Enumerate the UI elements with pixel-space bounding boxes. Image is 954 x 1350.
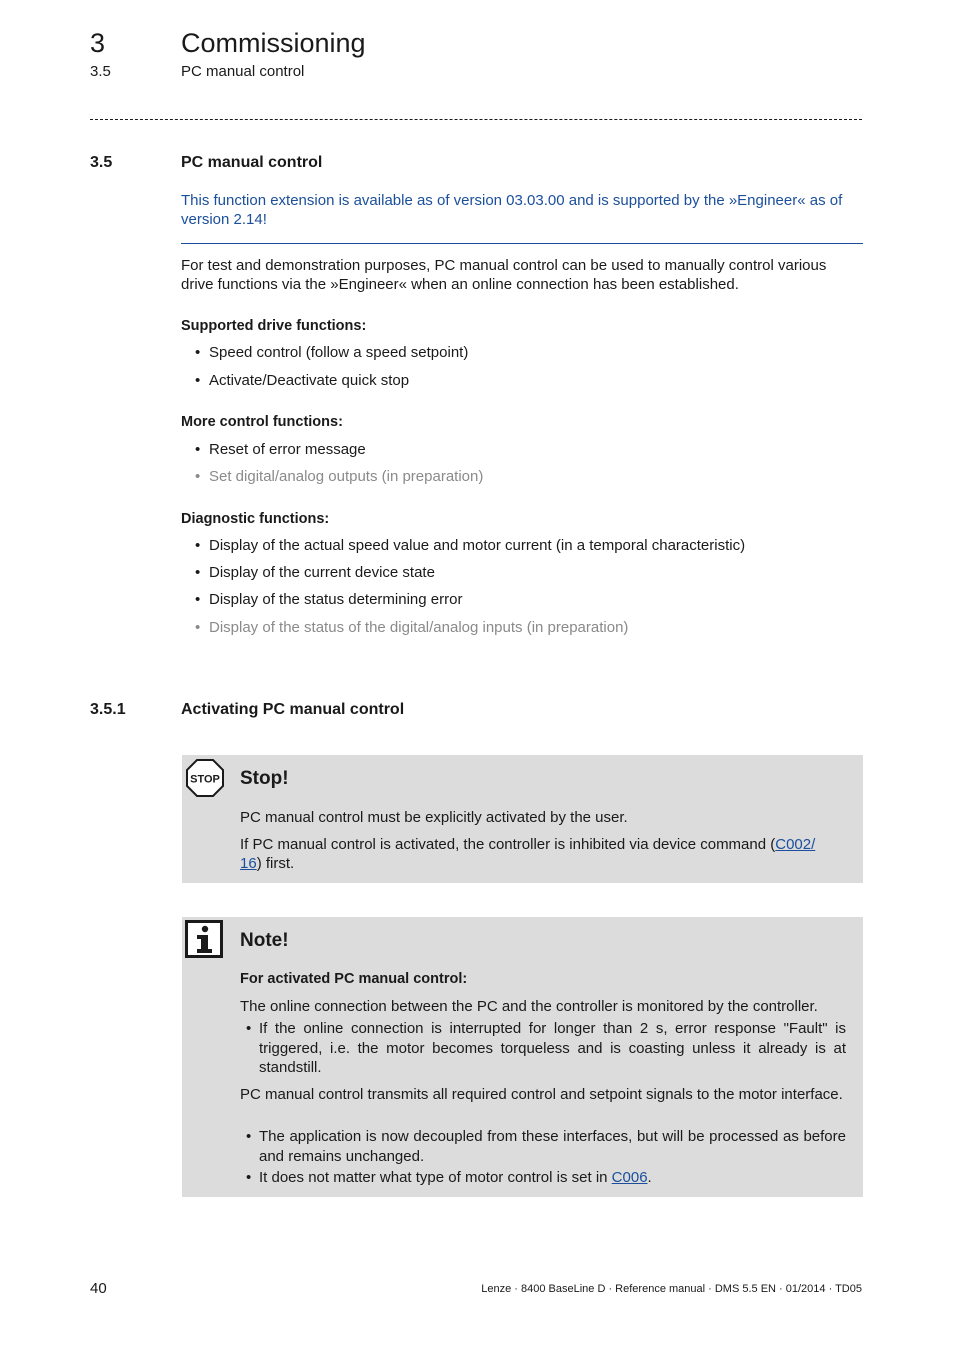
- note-paragraph-2: PC manual control transmits all required control and setpoint signals to the motor interface.: [240, 1086, 843, 1103]
- list-item: • Speed control (follow a speed setpoint): [195, 344, 469, 361]
- subsection-number: 3.5.1: [90, 701, 126, 718]
- note-paragraph-1: The online connection between the PC and the controller is monitored by the controller.: [240, 998, 818, 1015]
- document-info: Lenze · 8400 BaseLine D · Reference manual · DMS 5.5 EN · 01/2014 · TD05: [481, 1283, 862, 1295]
- list-item: • If the online connection is interrupted for longer than 2 s, error response "Fault" is triggered, i.e. the motor becomes torqueless and is coasting unless it already is at standstill.: [246, 1020, 846, 1076]
- note-box: [182, 917, 863, 1197]
- more-heading: More control functions:: [181, 414, 343, 430]
- note-title: Note!: [240, 930, 289, 951]
- list-item: • Display of the status of the digital/analog inputs (in preparation): [195, 619, 629, 636]
- subsection-title: Activating PC manual control: [181, 701, 405, 718]
- page-number: 40: [90, 1280, 107, 1297]
- diagnostic-heading: Diagnostic functions:: [181, 511, 330, 527]
- list-item: • Activate/Deactivate quick stop: [195, 372, 410, 389]
- note-subheading: For activated PC manual control:: [240, 971, 468, 987]
- list-item: • Set digital/analog outputs (in preparation): [195, 468, 484, 485]
- info-divider: [181, 243, 863, 244]
- info-icon: [185, 920, 223, 958]
- stop-title: Stop!: [240, 768, 289, 789]
- list-item: • Display of the current device state: [195, 564, 435, 581]
- version-info: This function extension is available as of version 03.03.00 and is supported by the »Engineer« as of version 2.14!: [181, 192, 843, 228]
- stop-line-1: PC manual control must be explicitly activated by the user.: [240, 809, 628, 826]
- list-item: • The application is now decoupled from these interfaces, but will be processed as before and remains unchanged.: [246, 1128, 846, 1165]
- list-item: • It does not matter what type of motor control is set in C006.: [246, 1169, 652, 1186]
- link-c002-16[interactable]: C002/ 16: [240, 836, 816, 872]
- chapter-title: Commissioning: [181, 28, 366, 58]
- section-title: PC manual control: [181, 154, 323, 171]
- stop-sign-icon: [185, 758, 225, 798]
- header-section-title: PC manual control: [181, 63, 305, 80]
- stop-box: [182, 755, 863, 883]
- link-c006[interactable]: C006: [611, 1169, 648, 1186]
- list-item: • Reset of error message: [195, 441, 366, 458]
- list-item: • Display of the actual speed value and motor current (in a temporal characteristic): [195, 537, 746, 554]
- list-item: • Display of the status determining error: [195, 591, 463, 608]
- stop-line-2: If PC manual control is activated, the controller is inhibited via device command (C002/ 16) first.: [240, 836, 816, 872]
- supported-heading: Supported drive functions:: [181, 318, 367, 334]
- header-divider: [90, 119, 862, 120]
- intro-paragraph: For test and demonstration purposes, PC manual control can be used to manually control various drive functions via the »Engineer« when an online connection has been established.: [181, 257, 827, 293]
- header-section-number: 3.5: [90, 63, 111, 80]
- svg-text:STOP: STOP: [190, 773, 220, 786]
- section-number: 3.5: [90, 154, 113, 171]
- chapter-number: 3: [90, 28, 106, 58]
